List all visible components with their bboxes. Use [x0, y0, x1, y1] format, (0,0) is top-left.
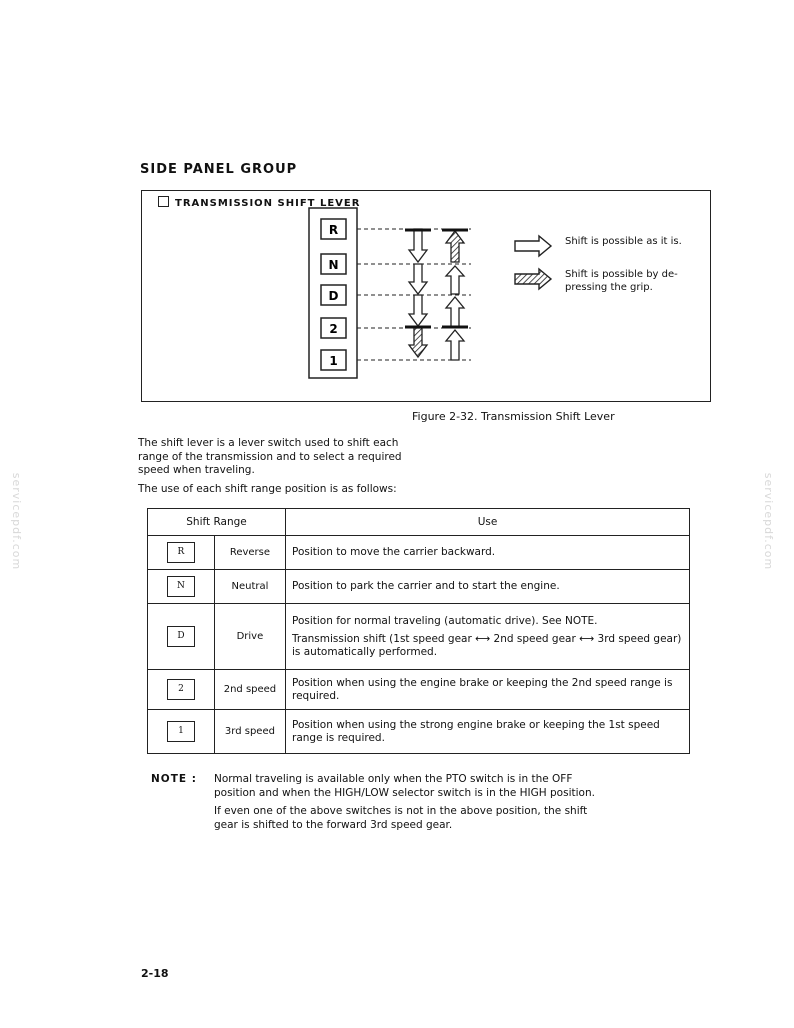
- intro-paragraph: [138, 437, 438, 478]
- intro-line-2: range of the transmission and to select a required: [138, 450, 402, 463]
- position-label-d: D: [328, 289, 339, 303]
- note-line-1: Normal traveling is available only when the PTO switch is in the OFF: [214, 773, 573, 785]
- intro-line-3: speed when traveling.: [138, 464, 255, 476]
- figure-caption: Figure 2-32. Transmission Shift Lever: [412, 410, 615, 423]
- key-d-icon: D: [167, 626, 195, 647]
- table-row: [148, 570, 690, 604]
- range-name: Drive: [214, 604, 285, 670]
- note-line-2: position and when the HIGH/LOW selector switch is in the HIGH position.: [214, 786, 595, 799]
- note-line-3: If even one of the above switches is not in the above position, the shift: [214, 805, 588, 817]
- watermark-right: servicepdf.com: [762, 472, 776, 571]
- range-use: Position to park the carrier and to start the engine.: [286, 570, 690, 604]
- plain-arrow-icon: [515, 236, 551, 256]
- watermark-left: servicepdf.com: [10, 472, 24, 571]
- intro-line-1: The shift lever is a lever switch used to shift each: [138, 437, 399, 449]
- legend-hatched-line-2: pressing the grip.: [565, 282, 653, 293]
- shift-lever-diagram: [141, 190, 711, 402]
- section-title: SIDE PANEL GROUP: [140, 162, 298, 177]
- position-box-r: [321, 219, 346, 239]
- legend-hatched-text: [565, 268, 678, 294]
- table-row: [148, 670, 690, 710]
- table-row: [148, 604, 690, 670]
- key-1-icon: 1: [167, 721, 195, 742]
- table-row: [148, 536, 690, 570]
- range-name: 3rd speed: [214, 710, 285, 754]
- key-r-icon: R: [167, 542, 195, 563]
- header-use: Use: [286, 509, 690, 536]
- table-row: [148, 710, 690, 754]
- position-box-2: [321, 318, 346, 338]
- legend-hatched-line-1: Shift is possible by de-: [565, 269, 678, 280]
- range-use: Position to move the carrier backward.: [286, 536, 690, 570]
- note-line-4: gear is shifted to the forward 3rd speed gear.: [214, 818, 453, 831]
- range-use: Position when using the strong engine brake or keeping the 1st speed range is required.: [286, 710, 690, 754]
- intro-line-4: The use of each shift range position is as follows:: [138, 483, 397, 495]
- position-label-2: 2: [329, 322, 338, 336]
- shift-range-table: [147, 508, 690, 754]
- header-shift-range: Shift Range: [148, 509, 286, 536]
- range-name: 2nd speed: [214, 670, 285, 710]
- range-use: Position for normal traveling (automatic drive). See NOTE. Transmission shift (1st speed gear ⟷ 2nd speed gear ⟷ 3rd speed gear) is automatically performed.: [286, 604, 690, 670]
- note-label: NOTE :: [151, 773, 197, 785]
- position-box-1: [321, 350, 346, 370]
- position-label-1: 1: [329, 354, 338, 368]
- table-header: [148, 509, 690, 536]
- range-name: Neutral: [214, 570, 285, 604]
- position-label-r: R: [328, 223, 339, 237]
- position-box-n: [321, 254, 346, 274]
- position-box-d: [321, 285, 346, 305]
- range-use: Position when using the engine brake or keeping the 2nd speed range is required.: [286, 670, 690, 710]
- key-n-icon: N: [167, 576, 195, 597]
- note-paragraph-2: [214, 805, 634, 832]
- down-arrows: [409, 229, 427, 357]
- key-2-icon: 2: [167, 679, 195, 700]
- legend-plain-text: Shift is possible as it is.: [565, 236, 682, 247]
- note-paragraph-1: [214, 773, 634, 800]
- position-label-n: N: [328, 258, 339, 272]
- page-number: 2-18: [141, 967, 169, 980]
- figure-title-text: TRANSMISSION SHIFT LEVER: [175, 198, 361, 209]
- range-name: Reverse: [214, 536, 285, 570]
- hatched-arrow-icon: [515, 269, 551, 289]
